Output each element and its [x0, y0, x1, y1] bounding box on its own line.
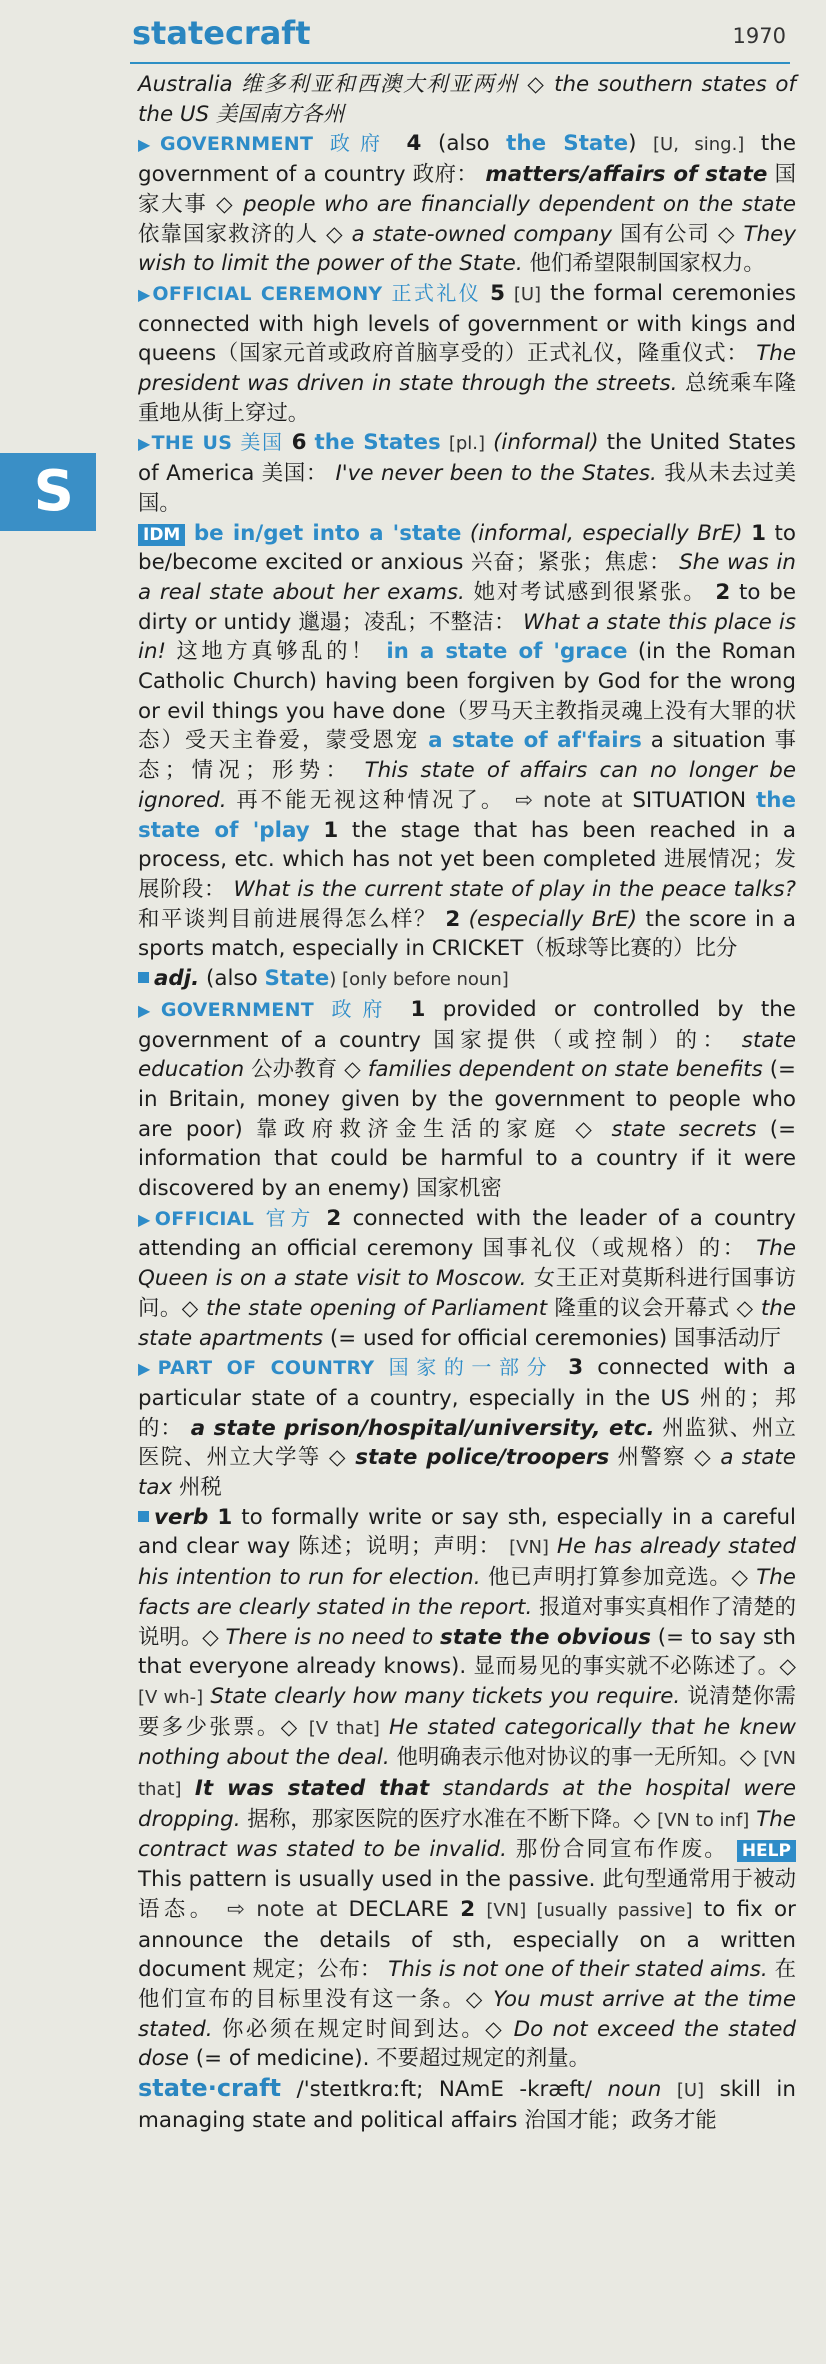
- entry-text-run: 我从未去过美国。: [138, 461, 796, 516]
- entry-text-run: 据称，那家医院的医疗水准在不断下降。◇: [247, 1806, 651, 1832]
- entry-text-run: 公办教育 ◇: [251, 1057, 361, 1083]
- entry-text-run: 州监狱、州立医院、州立大学等 ◇: [138, 1415, 796, 1471]
- entry-text-run: 4: [406, 131, 422, 157]
- entry-text-run: 他已声明打算参加竞选。◇: [488, 1565, 749, 1591]
- entry-text-run: state secrets: [611, 1116, 757, 1142]
- entry-text: [138, 70, 796, 2136]
- entry-text-run: ) [only before noun]: [329, 969, 509, 991]
- entry-text-run: He has already stated his intention to run for election.: [138, 1534, 796, 1591]
- entry-text-run: [U]: [676, 2080, 705, 2102]
- entry-text-run: 官方: [265, 1205, 316, 1230]
- entry-text-run: a state-owned company: [351, 221, 613, 247]
- entry-text-run: state the obvious: [440, 1624, 651, 1650]
- entry-text-run: [V wh-]: [138, 1686, 204, 1708]
- sense-arrow-icon: ▶: [138, 434, 152, 454]
- entry-text-run: The facts are clearly stated in the report.: [138, 1565, 796, 1620]
- entry-text-run: the State: [506, 131, 629, 157]
- noun-sense-6: [138, 428, 796, 518]
- entry-text-run: 报道对事实真相作了清楚的说明。◇: [138, 1594, 796, 1650]
- entry-text-run: 2: [460, 1896, 476, 1922]
- entry-text-run: OFFICIAL CEREMONY: [152, 282, 383, 305]
- entry-text-run: (= information that could be harmful to a country if it were discovered by an enemy) 国家机密: [138, 1116, 796, 1202]
- entry-text-run: to be/become excited or anxious 兴奋；紧张；焦虑：: [138, 520, 796, 576]
- idioms-block: [138, 519, 796, 965]
- entry-text-run: What is the current state of play in the peace talks?: [233, 876, 796, 902]
- entry-text-run: 1: [410, 996, 426, 1022]
- entry-text-run: to be dirty or untidy 邋遢；凌乱；不整洁：: [138, 579, 796, 635]
- entry-text-run: 隆重的议会开幕式 ◇: [554, 1295, 754, 1321]
- signpost: [160, 996, 394, 1021]
- entry-text-run: The Queen is on a state visit to Moscow.: [138, 1236, 796, 1292]
- entry-text-run: 政府: [329, 131, 390, 156]
- page-number: 1970: [732, 24, 786, 48]
- entry-text-run: 3: [568, 1355, 584, 1381]
- entry-text-run: noun: [607, 2077, 662, 2103]
- entry-text-run: the United States of America 美国：: [138, 430, 796, 487]
- adj-sense-2: [138, 1204, 796, 1354]
- thumb-index-letter: S: [33, 459, 74, 524]
- running-header: [130, 8, 790, 64]
- entry-text-run: 国家的一部分: [388, 1355, 555, 1380]
- entry-text-run: DECLARE: [348, 1896, 449, 1922]
- entry-text-run: the score in a sports match, especially in: [138, 906, 796, 962]
- entry-text-run: [pl.]: [448, 433, 486, 455]
- entry-text-run: skill in managing state and political affairs 治国才能；政务才能: [138, 2077, 796, 2133]
- entry-text-run: 2: [445, 906, 461, 932]
- entry-text-run: a situation 事态；情况；形势：: [138, 728, 796, 784]
- entry-text-run: connected with the leader of a country attending an official ceremony 国事礼仪（或规格）的：: [138, 1205, 796, 1262]
- entry-text-run: 州税: [178, 1475, 222, 1501]
- entry-text-run: to formally write or say sth, especially in a careful and clear way 陈述；说明；声明：: [138, 1504, 796, 1560]
- entry-text-run: 政府: [331, 996, 394, 1021]
- entry-text-run: ⇨ note at: [515, 787, 623, 813]
- entry-text-run: Do not exceed the stated dose: [138, 2016, 796, 2072]
- entry-text-run: be in/get into a 'state: [193, 520, 462, 546]
- entry-text-run: 国有公司 ◇: [619, 221, 736, 247]
- idm-label: IDM: [138, 524, 185, 546]
- entry-text-run: [VN that]: [138, 1748, 796, 1801]
- pos-square-icon: [138, 1511, 149, 1522]
- entry-text-run: They wish to limit the power of the State.: [138, 221, 796, 277]
- entry-text-run: to fix or announce the details of sth, especially on a written document 规定；公布：: [138, 1896, 796, 1983]
- entry-text-run: ⇨ note at: [227, 1896, 338, 1922]
- entry-text-run: 依靠国家救济的人 ◇: [138, 221, 344, 247]
- entry-text-run: [VN] [usually passive]: [486, 1899, 693, 1921]
- running-headword: statecraft: [132, 14, 311, 52]
- noun-sense-4: ▶GOVERNMENT 政府 4 (also the State) [U, sing.] the government of a country 政府： matters/affairs of state 国家大事 ◇ people who are financially dependent on the state 依靠国家救济的人 ◇ a state-owned company 国有公司 ◇ They wish to limit the power of the State. 他们希望限制国家权力。: [138, 131, 797, 277]
- entry-text-run: [VN]: [509, 1537, 549, 1559]
- entry-text-run: 他明确表示他对协议的事一无所知。◇: [396, 1745, 757, 1771]
- entry-text-run: a state tax: [138, 1445, 796, 1501]
- entry-text-run: GOVERNMENT: [160, 133, 314, 156]
- entry-text-run: 你必须在规定时间到达。◇: [221, 2016, 505, 2042]
- entry-text-run: 2: [715, 579, 731, 605]
- sense-arrow-icon: ▶: [138, 1359, 158, 1379]
- entry-text-run: [U, sing.]: [653, 134, 745, 156]
- entry-text-run: people who are financially dependent on the state: [243, 191, 797, 217]
- entry-text-run: It was stated that: [194, 1776, 430, 1802]
- entry-text-run: State clearly how many tickets you require.: [210, 1683, 681, 1709]
- adj-sense-1: [138, 995, 796, 1204]
- entry-text-run: This is not one of their stated aims.: [388, 1957, 768, 1983]
- entry-text-run: (informal, especially BrE): [469, 520, 743, 546]
- entry-text-run: What a state this place is in!: [138, 609, 796, 665]
- entry-text-run: 她对考试感到很紧张。: [473, 579, 707, 605]
- entry-text-run: provided or controlled by the government of a country 国家提供（或控制）的：: [138, 996, 796, 1053]
- entry-text-run: [V that]: [308, 1717, 380, 1739]
- sense-continuation: [138, 70, 796, 129]
- entry-text-run: the stage that has been reached in a process, etc. which has not yet been completed 进展情况；发展阶段：: [138, 817, 796, 902]
- verb-senses: [138, 1503, 796, 2074]
- entry-text-run: 5: [490, 280, 505, 306]
- entry-text-run: adj.: [154, 966, 200, 992]
- entry-text-run: 那份合同宣布作废。: [515, 1837, 728, 1863]
- entry-text-run: 1: [323, 817, 339, 843]
- entry-text-run: the state opening of Parliament: [205, 1295, 548, 1321]
- entry-text-run: 在他们宣布的目标里没有这一条。◇: [138, 1957, 796, 2012]
- entry-text-run: State: [264, 966, 330, 992]
- entry-text-run: verb: [154, 1504, 209, 1530]
- entry-text-run: Australia 维多利亚和西澳大利亚两州 ◇ the southern states of the US 美国南方各州: [138, 72, 796, 127]
- entry-text-run: CRICKET: [431, 936, 524, 962]
- entry-text-run: 和平谈判目前进展得怎么样？: [138, 906, 437, 932]
- entry-text-run: standards at the hospital were dropping.: [138, 1776, 796, 1832]
- entry-text-run: state education: [138, 1027, 796, 1083]
- entry-text-run: There is no need to: [225, 1624, 434, 1650]
- entry-text-run: (also: [206, 966, 258, 992]
- entry-text-run: 美国: [240, 430, 284, 455]
- entry-text-run: 再不能无视这种情况了。: [236, 787, 506, 813]
- entry-text-run: The contract was stated to be invalid.: [138, 1806, 796, 1863]
- entry-text-run: (informal): [493, 430, 599, 456]
- entry-text-run: matters/affairs of state: [485, 162, 768, 188]
- entry-text-run: You must arrive at the time stated.: [138, 1987, 796, 2042]
- entry-text-run: the government of a country 政府：: [138, 131, 796, 188]
- entry-text-run: a state of af'fairs: [428, 728, 642, 754]
- entry-text-run: 他们希望限制国家权力。: [529, 251, 765, 277]
- entry-text-run: I've never been to the States.: [335, 461, 657, 487]
- adj-header: [138, 964, 796, 995]
- entry-text-run: THE US: [151, 432, 233, 455]
- entry-text-run: (also: [437, 131, 490, 157]
- entry-text-run: /'steɪtkrɑːft; NAmE -kræft/: [296, 2077, 593, 2103]
- entry-text-run: 1: [751, 520, 766, 546]
- entry-text-run: She was in a real state about her exams.: [138, 550, 796, 605]
- adj-sense-3: [138, 1353, 796, 1503]
- entry-text-run: (= in Britain, money given by the government to people who are poor) 靠政府救济金生活的家庭 ◇: [138, 1057, 796, 1142]
- entry-text-run: the States: [314, 430, 441, 456]
- entry-text-run: 6: [291, 430, 307, 456]
- sense-arrow-icon: ▶: [138, 1209, 155, 1229]
- entry-text-run: 州警察 ◇: [617, 1445, 713, 1471]
- entry-text-run: families dependent on state benefits: [367, 1057, 763, 1083]
- entry-text-run: state police/troopers: [355, 1445, 610, 1471]
- entry-text-run: (= of medicine). 不要超过规定的剂量。: [195, 2046, 591, 2072]
- signpost: [152, 280, 482, 305]
- entry-text-run: This pattern is usually used in the passive. 此句型通常用于被动语态。: [138, 1867, 796, 1922]
- entry-text-run: 说清楚你需要多少张票。◇: [138, 1683, 796, 1740]
- entry-text-run: 总统乘车隆重地从街上穿过。: [138, 371, 796, 426]
- entry-text-run: OFFICIAL: [154, 1207, 255, 1230]
- entry-text-run: in a state of 'grace: [386, 639, 628, 665]
- entry-text-run: (especially BrE): [468, 906, 638, 932]
- entry-text-run: 这地方真够乱的！: [176, 639, 376, 665]
- help-label: HELP: [737, 1840, 796, 1862]
- entry-text-run: a state prison/hospital/university, etc.: [190, 1415, 655, 1441]
- entry-text-run: the state apartments: [138, 1295, 796, 1351]
- entry-text-run: 女王正对莫斯科进行国事访问。◇: [138, 1266, 796, 1321]
- signpost: [160, 133, 390, 155]
- entry-text-run: (in the Roman Catholic Church) having been forgiven by God for the wrong or evil things you have done（罗马天主教指灵魂上没有大罪的状态）受天主眷爱，蒙受恩宠: [138, 639, 796, 754]
- entry-text-run: the formal ceremonies connected with high levels of government or with kings and queens（国家元首或政府首脑享受的）正式礼仪，隆重仪式：: [138, 280, 796, 367]
- noun-sense-5: [138, 279, 796, 429]
- entry-text-run: (= to say sth that everyone already knows). 显而易见的事实就不必陈述了。◇: [138, 1624, 796, 1680]
- entry-text-run: [U]: [513, 283, 542, 305]
- thumb-index-tab: [0, 453, 96, 531]
- signpost: [154, 1205, 316, 1230]
- entry-text-run: GOVERNMENT: [160, 998, 315, 1021]
- entry-text-run: [VN to inf]: [657, 1809, 750, 1831]
- signpost: [152, 432, 284, 454]
- entry-text-run: 2: [326, 1205, 342, 1231]
- sense-arrow-icon: ▶: [138, 1000, 161, 1020]
- entry-text-run: （板球等比赛的）比分: [523, 936, 738, 962]
- entry-text-run: connected with a particular state of a country, especially in the US 州的；邦的：: [138, 1355, 796, 1441]
- entry-text-run: This state of affairs can no longer be ignored.: [138, 758, 796, 813]
- entry-text-run: 1: [217, 1504, 233, 1530]
- entry-text-run: the state of 'play: [138, 787, 796, 843]
- entry-text-run: The president was driven in state through the streets.: [138, 341, 796, 397]
- signpost: [158, 1357, 555, 1379]
- entry-headword: state·craft: [138, 2074, 281, 2103]
- entry-text-run: PART OF COUNTRY: [157, 1357, 375, 1380]
- pos-square-icon: [138, 972, 149, 983]
- sense-arrow-icon: ▶: [138, 284, 153, 304]
- entry-text-run: 正式礼仪: [391, 280, 482, 305]
- entry-text-run: 国家大事 ◇: [138, 162, 796, 217]
- entry-statecraft: [138, 2074, 796, 2135]
- sense-arrow-icon: ▶: [138, 135, 161, 155]
- entry-text-run: SITUATION: [632, 787, 747, 813]
- entry-text-run: He stated categorically that he knew nothing about the deal.: [138, 1714, 796, 1771]
- entry-text-run: (= used for official ceremonies) 国事活动厅: [329, 1325, 781, 1351]
